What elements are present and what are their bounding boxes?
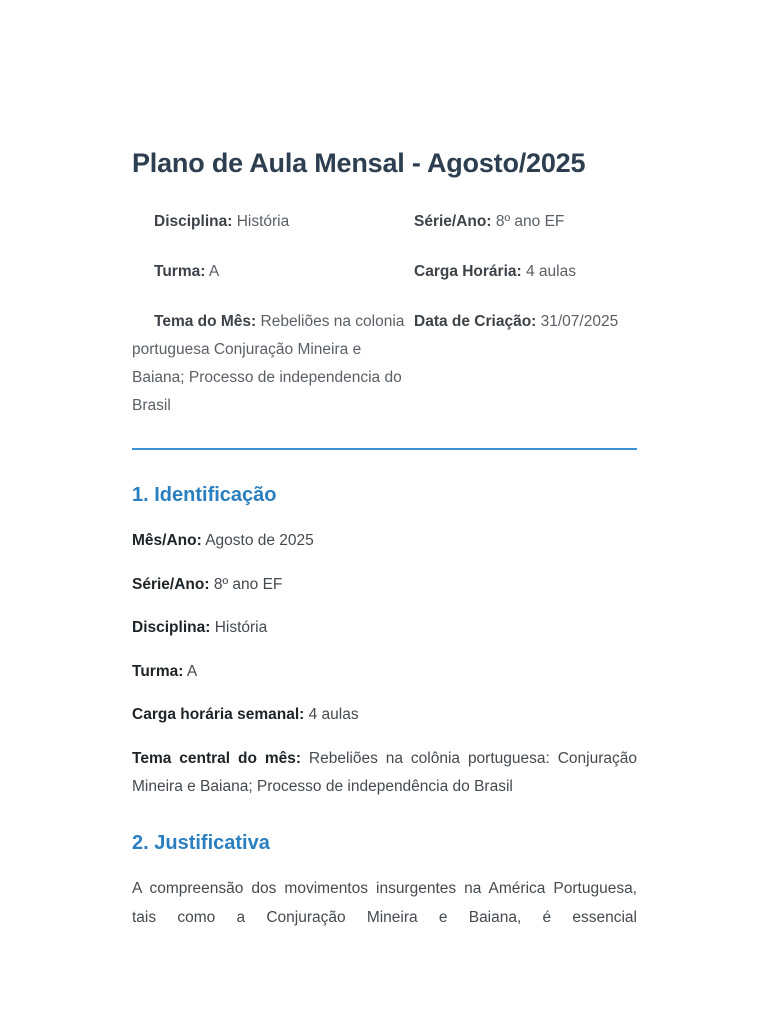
- meta-carga-value: 4 aulas: [521, 263, 576, 280]
- id-row-mes-ano: [132, 527, 637, 555]
- metadata-grid: [132, 208, 637, 420]
- meta-tema-label: Tema do Mês:: [154, 313, 257, 330]
- meta-disciplina-label: Disciplina:: [154, 213, 233, 230]
- meta-turma: [132, 258, 414, 286]
- id-row-label: Série/Ano:: [132, 575, 210, 593]
- meta-turma-value: A: [205, 263, 220, 280]
- id-row-value: Agosto de 2025: [201, 532, 314, 549]
- id-row-disciplina: [132, 614, 637, 642]
- id-row-carga-horaria: [132, 701, 637, 729]
- meta-carga-label: Carga Horária:: [414, 263, 522, 280]
- meta-tema-value: Rebeliões na colonia portuguesa Conjuração Mineira e Baiana; Processo de independencia do Brasil: [132, 313, 405, 414]
- meta-data-criacao-value: 31/07/2025: [536, 313, 619, 330]
- id-row-label: Mês/Ano:: [132, 532, 202, 549]
- id-row-tema-central: [132, 745, 637, 801]
- id-row-serie-ano: [132, 571, 637, 599]
- meta-disciplina-value: História: [232, 213, 290, 230]
- section-heading-justificativa: 2. Justificativa: [132, 832, 270, 854]
- id-row-value: 8º ano EF: [209, 575, 283, 593]
- document-title: Plano de Aula Mensal - Agosto/2025: [132, 148, 586, 178]
- identificacao-list: [132, 527, 637, 816]
- id-row-label: Disciplina:: [132, 619, 211, 636]
- id-row-value: Rebeliões na colônia portuguesa: Conjuração Mineira e Baiana; Processo de independência do Brasil: [132, 749, 637, 795]
- meta-data-criacao: [414, 308, 637, 420]
- meta-carga: [414, 258, 637, 286]
- id-row-value: A: [183, 662, 198, 680]
- id-row-value: 4 aulas: [304, 706, 359, 723]
- meta-turma-label: Turma:: [154, 263, 206, 280]
- meta-serie-label: Série/Ano:: [414, 213, 492, 230]
- meta-disciplina: [132, 208, 414, 236]
- meta-tema: [132, 308, 414, 420]
- section-divider: [132, 448, 637, 450]
- meta-serie: [414, 208, 637, 236]
- id-row-label: Tema central do mês:: [132, 749, 302, 767]
- id-row-turma: [132, 658, 637, 686]
- meta-data-criacao-label: Data de Criação:: [414, 313, 537, 330]
- meta-serie-value: 8º ano EF: [491, 213, 565, 230]
- id-row-label: Turma:: [132, 662, 184, 680]
- section-heading-identificacao: 1. Identificação: [132, 484, 277, 506]
- id-row-label: Carga horária semanal:: [132, 706, 305, 723]
- id-row-value: História: [210, 619, 268, 636]
- justificativa-paragraph: A compreensão dos movimentos insurgentes na América Portuguesa, tais como a Conjuração Mineira e Baiana, é essencial: [132, 880, 637, 926]
